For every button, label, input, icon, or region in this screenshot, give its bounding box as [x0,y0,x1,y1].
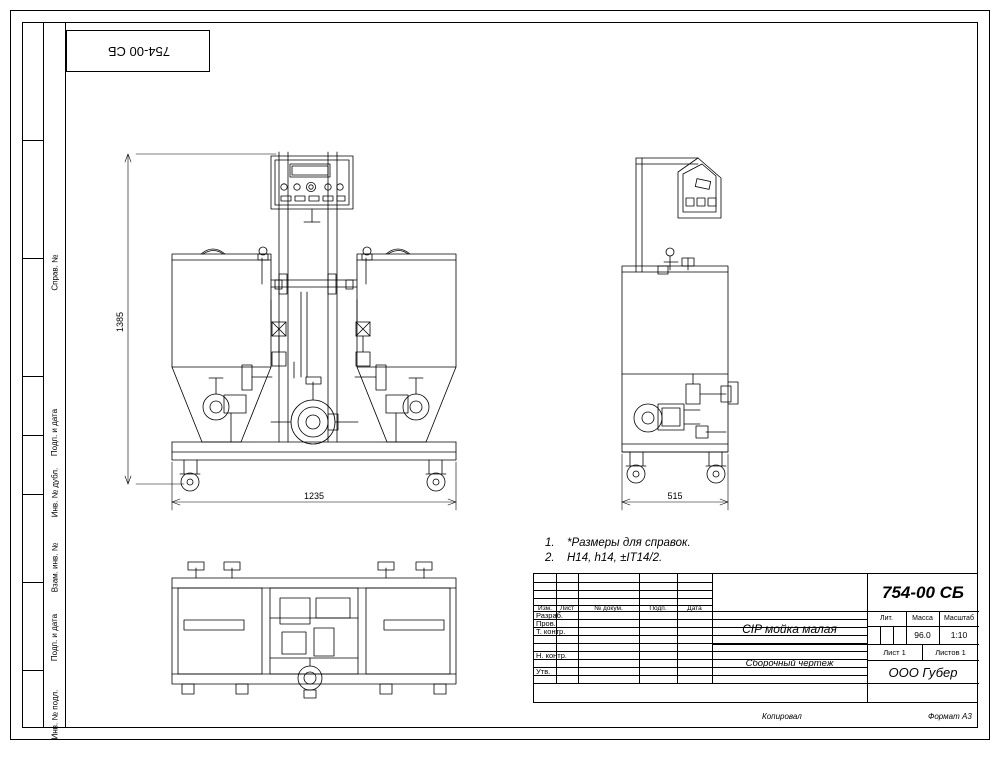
dimension-height-text: 1385 [115,311,125,333]
organization-name: ООО Губер [888,664,958,680]
note-row [545,536,691,551]
lit-header: Лит. [880,615,893,622]
col-izm: Изм. [538,604,552,612]
role-nkontr: Н. контр. [536,650,567,660]
note-text: *Размеры для справок. [567,537,691,549]
note-row [545,551,691,566]
side-stamp-label-inv-dubl: Инв. № дубл. [50,467,60,517]
note-number: 2. [545,552,555,564]
copied-label: Копировал [762,712,802,721]
note-number: 1. [545,537,555,549]
col-data: Дата [687,604,702,612]
col-list: Лист [559,604,575,612]
dimension-side-width-text: 515 [667,491,683,501]
col-podp: Подп. [649,604,667,612]
front-view [172,152,456,491]
role-prov: Пров. [536,618,556,628]
side-stamp [22,22,66,740]
role-razrab: Разраб. [536,610,564,620]
product-name: CIP мойка малая [742,622,837,636]
massa-value: 96.0 [914,630,931,640]
side-stamp-label-vzam-inv: Взам. инв. № [50,542,60,592]
massa-header: Масса [912,615,933,622]
masshtab-value: 1:10 [950,630,968,640]
document-type: Сборочный чертеж [745,657,834,669]
reference-designation-text: 754-00 СБ [108,44,171,60]
top-view [172,562,456,698]
note-text: H14, h14, ±IT14/2. [567,552,663,564]
role-utv: Утв. [536,666,551,676]
dimension-front-width-text: 1235 [303,491,325,501]
side-stamp-label-inv-podl: Инв. № подл. [50,689,60,740]
technical-requirements [545,536,691,566]
side-view [622,158,738,483]
front-view-dimensions [125,154,456,510]
side-stamp-label-podp-data-1: Подп. и дата [50,408,60,456]
title-block [533,573,978,703]
designation-value: 754-00 СБ [882,583,964,602]
format-label: Формат А3 [928,712,972,721]
masshtab-header: Масштаб [944,615,974,622]
side-stamp-label-sprav: Справ. № [50,253,60,291]
role-tkontr: Т. контр. [536,626,566,636]
sheets-total: Листов 1 [935,647,966,657]
col-doc-no: № докум. [594,604,623,612]
side-stamp-label-podp-data-2: Подп. и дата [50,613,60,661]
sheet-number: Лист 1 [883,647,906,657]
